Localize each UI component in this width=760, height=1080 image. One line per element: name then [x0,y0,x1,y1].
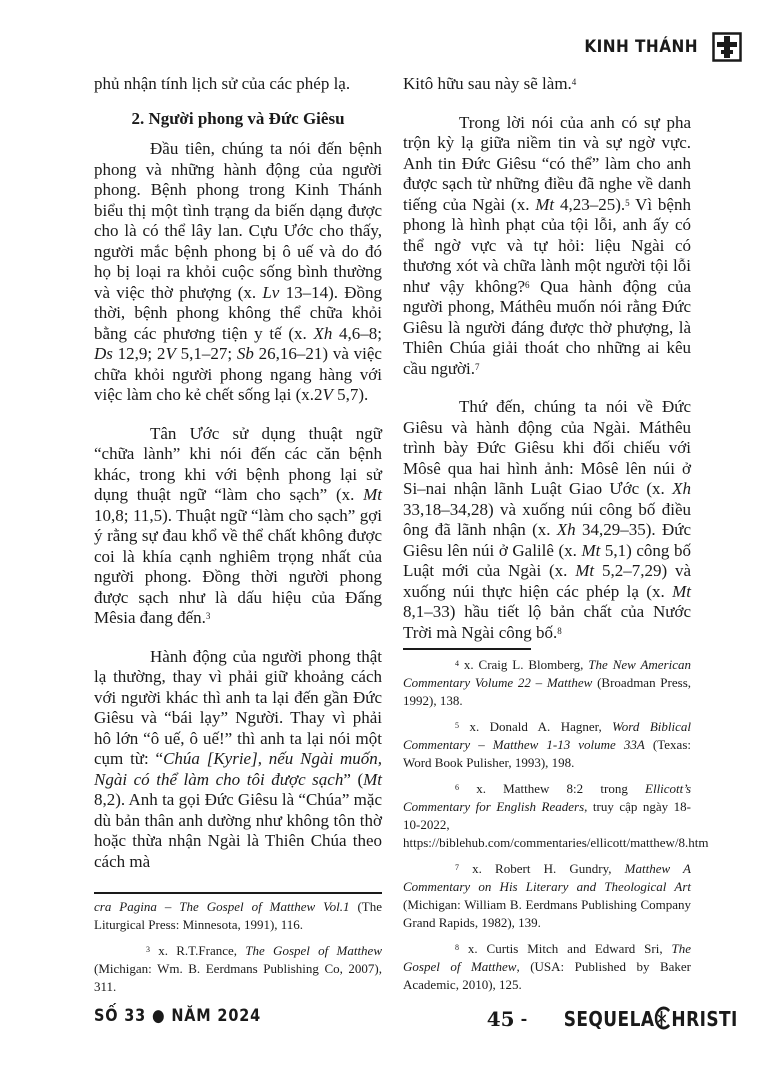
footnote: $^3$ x. R.T.France, The Gospel of Matthew (Michigan: Wm. B. Eerdmans Publishing Co, 2007), 311. [94,943,382,994]
issue-label: SỐ 33 ● NĂM 2024 [94,1006,262,1026]
paragraph: Trong lời nói của anh có sự pha trộn kỳ lạ giữa niềm tin và sự ngờ vực. Anh tin Đức Giêsu “có thể” làm cho anh được sạch từ những điều đã nghe về danh tiếng của Ngài (x. Mt 4,23–25).$^5$ Vì bệnh phong là hình phạt của tội lỗi, anh ấy có thể ngờ vực và tự hỏi: liệu Ngài có thương xót và chữa lành một người tội lỗi như vậy không?$^6$ Qua hành động của người phong, Máthêu muốn nói rằng Đức Giêsu là người đáng được thờ phượng, là Thiên Chúa giải thoát cho những ai kêu cầu người.$^7$ [403,112,691,378]
paragraph: Thứ đến, chúng ta nói về Đức Giêsu và hành động của Ngài. Máthêu trình bày Đức Giêsu khi đối chiếu với Môsê qua hai hình ảnh: Môsê lên núi ở Si–nai nhận lãnh Luật Giao Ước (x. Xh 33,18–34,28) và xuống núi công bố điều ông đã lãnh nhận (x. Xh 34,29–35). Đức Giêsu lên núi ở Galilê (x. Mt 5,1) công bố Luật mới của Ngài (x. Mt 5,2–7,29) và xuống núi thực hiện các phép lạ (x. Mt 8,1–33) hầu tiết lộ bản chất của Nước Trời mà Ngài công bố.$^8$ [403,397,691,642]
paragraph: phủ nhận tính lịch sử của các phép lạ. [94,74,351,93]
footnote-ref[interactable]: 6 [525,279,530,290]
footnote-divider [403,648,531,650]
running-header [578,30,742,64]
paragraph: Đầu tiên, chúng ta nói đến bệnh phong và những hành động của người phong. Bệnh phong trong Kinh Thánh biểu thị một tình trạng da biến dạng được cho là có thể lây lan. Cựu Ước cho thấy, người mắc bệnh phong bị ô uế và do đó họ bị loại ra khỏi cuộc sống bình thường và việc thờ phượng (x. Lv 13–14). Đồng thời, bệnh phong không thể chữa khỏi bằng các phương tiện y tế (x. Xh 4,6–8; Ds 12,9; 2V 5,1–27; Sb 26,16–21) và việc chữa khỏi người phong ngang hàng với việc làm cho kẻ chết sống lại (x.2V 5,7). [94,139,382,404]
right-column [403,74,691,643]
footnote: $^6$ x. Matthew 8:2 trong Ellicott’s Commentary for English Readers, truy cập ngày 18-10-2022, https://biblehub.com/commentaries/ellicott/matthew/8.htm [403,781,709,850]
brand-name: SEQUELA HRISTI [563,1007,738,1031]
footnote-ref[interactable]: 8 [557,625,562,636]
footnote-continuation: cra Pagina – The Gospel of Matthew Vol.1 (The Liturgical Press: Minnesota, 1991), 116. [94,899,382,932]
section-title: KINH THÁNH [584,37,698,57]
left-column [94,74,382,872]
footnote: $^4$ x. Craig L. Blomberg, The New American Commentary Volume 22 – Matthew (Broadman Press, 1992), 138. [403,657,692,708]
page-number: 45 [486,1006,515,1031]
page-footer [487,1006,738,1031]
section-heading: 2. Người phong và Đức Giêsu [131,108,345,128]
footnote: $^8$ x. Curtis Mitch and Edward Sri, The Gospel of Matthew, (USA: Published by Baker Academic, 2010), 125. [403,941,691,992]
footnote: $^7$ x. Robert H. Gundry, Matthew A Commentary on His Literary and Theological Art (Michigan: William B. Eerdmans Publishing Company Grand Rapids, 1982), 139. [403,861,691,930]
footnote-ref[interactable]: 3 [205,611,211,621]
paragraph: Tân Ước sử dụng thuật ngữ “chữa lành” khi nói đến các căn bệnh khác, trong khi với bệnh phong lại sử dụng thuật ngữ “làm cho sạch” (x. Mt 10,8; 11,5). Thuật ngữ “làm cho sạch” gợi ý rằng sự đau khổ về thể chất không được coi là khía cạnh nghiêm trọng nhất của người phong. Đồng thời người phong được sạch như là dấu hiệu của Đấng Mêsia đang đến.$^3$ [94,423,382,627]
footnotes-left [94,892,382,996]
footnote-ref[interactable]: 7 [475,361,480,372]
chi-rho-c-icon [655,1006,672,1030]
paragraph: Kitô hữu sau này sẽ làm.$^4$ [403,74,577,93]
footnote-ref[interactable]: 4 [571,77,577,87]
dash: - [520,1009,528,1028]
footnote: $^5$ x. Donald A. Hagner, Word Biblical Commentary – Matthew 1-13 volume 33A (Texas: Word Book Pulisher, 1993), 198. [403,719,691,770]
footnotes-right [403,656,709,994]
footnote-ref[interactable]: 5 [625,197,630,208]
bullet-dot-icon: ● [151,1006,166,1026]
cross-emblem-icon [712,32,742,62]
paragraph: Hành động của người phong thật lạ thường, thay vì phải giữ khoảng cách với người khác thì anh ta lại đến gần Đức Giêsu và “bái lạy” Người. Thay vì phải hô lớn “ô uế, ô uế!” thì anh ta lại nói một cụm từ: “Chúa [Kyrie], nếu Ngài muốn, Ngài có thể làm cho tôi được sạch” (Mt 8,2). Anh ta gọi Đức Giêsu là “Chúa” mặc dù bản thân anh dường như không tôn thờ hoặc thừa nhận Ngài là Thiên Chúa theo cách mà [94,646,382,871]
